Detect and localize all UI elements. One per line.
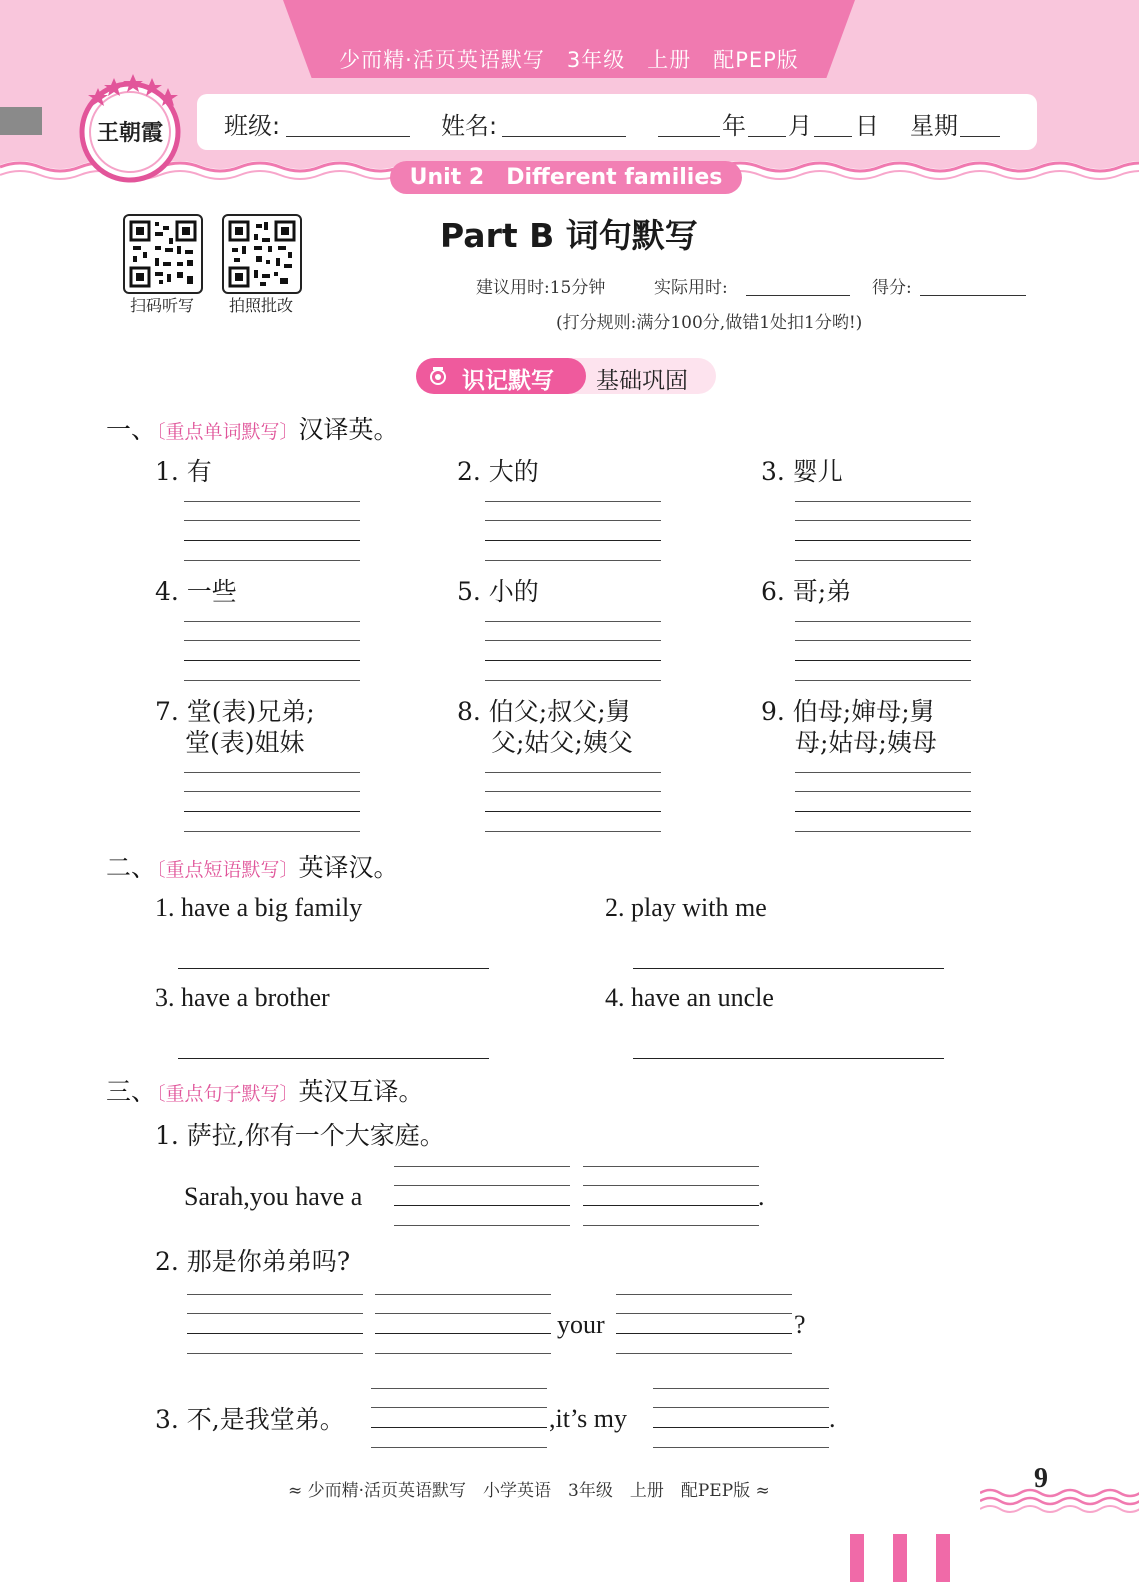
word-item-4: 4. 一些 — [155, 577, 237, 606]
phrase-item-4: 4. have an uncle — [605, 983, 774, 1012]
book-title: 少而精·活页英语默写 3年级 上册 配PEP版 — [339, 48, 799, 72]
sentence-3-word: ,it’s my — [549, 1404, 628, 1433]
qr-code-correct[interactable] — [222, 214, 302, 294]
word-item-7 — [155, 696, 315, 758]
phrase-item-3: 3. have a brother — [155, 983, 330, 1012]
phrase-answer-2[interactable] — [633, 968, 944, 969]
word-item-8-line2: 父;姑父;姨父 — [491, 728, 633, 757]
sentence-1-blank-1[interactable] — [394, 1166, 570, 1226]
medal-icon — [428, 366, 448, 386]
sentence-3-period: . — [829, 1404, 836, 1433]
actual-time-field[interactable] — [746, 295, 850, 296]
logo-text: 王朝霞 — [96, 120, 164, 146]
year-label: 年 — [722, 112, 746, 140]
section3-number: 三、 — [106, 1077, 157, 1106]
word-item-8 — [457, 696, 633, 758]
weekday-label: 星期 — [910, 112, 958, 140]
word-item-6: 6. 哥;弟 — [761, 577, 852, 606]
section1-heading — [106, 410, 399, 446]
section1-title: 汉译英。 — [298, 415, 399, 444]
weekday-field[interactable] — [960, 136, 1000, 137]
answer-lines-7[interactable] — [184, 772, 360, 832]
sentence-2-question-mark: ? — [794, 1310, 806, 1339]
footer-wave-decoration — [980, 1485, 1139, 1515]
word-item-9 — [761, 696, 937, 758]
page-number: 9 — [1034, 1463, 1048, 1494]
day-label: 日 — [855, 112, 879, 140]
year-field[interactable] — [658, 136, 720, 137]
scoring-rule: (打分规则:满分100分,做错1处扣1分哟!) — [556, 313, 863, 333]
qr-code-listen[interactable] — [123, 214, 203, 294]
sentence-2-word: your — [557, 1310, 605, 1339]
section3-tag: 〔重点句子默写〕 — [156, 1083, 299, 1105]
word-item-7-line1: 7. 堂(表)兄弟; — [155, 697, 315, 726]
answer-lines-6[interactable] — [795, 621, 971, 681]
phrase-answer-3[interactable] — [178, 1058, 489, 1059]
sentence-1-period: . — [758, 1182, 765, 1211]
section3-title: 英汉互译。 — [298, 1077, 424, 1106]
badge-sub-label: 基础巩固 — [596, 368, 688, 394]
bottom-tab-bar — [936, 1534, 950, 1582]
section2-number: 二、 — [106, 853, 157, 882]
word-item-3: 3. 婴儿 — [761, 457, 843, 486]
qr-correct-label: 拍照批改 — [228, 296, 293, 315]
name-label: 姓名: — [441, 112, 498, 140]
sentence-1-prefix: Sarah,you have a — [184, 1182, 363, 1211]
answer-lines-2[interactable] — [485, 501, 661, 561]
section2-title: 英译汉。 — [298, 853, 399, 882]
footer-text: ≈ 少而精·活页英语默写 小学英语 3年级 上册 配PEP版 ≈ — [288, 1481, 770, 1501]
sentence-1-chinese: 1. 萨拉,你有一个大家庭。 — [155, 1121, 445, 1150]
sentence-3-blank-2[interactable] — [653, 1388, 829, 1448]
month-field[interactable] — [748, 136, 786, 137]
sentence-2-chinese: 2. 那是你弟弟吗? — [155, 1247, 351, 1276]
answer-lines-3[interactable] — [795, 501, 971, 561]
section1-tag: 〔重点单词默写〕 — [156, 421, 299, 443]
sentence-3-blank-1[interactable] — [371, 1388, 547, 1448]
page-title: Part B 词句默写 — [440, 216, 698, 255]
word-item-9-line1: 9. 伯母;婶母;舅 — [761, 697, 935, 726]
phrase-answer-1[interactable] — [178, 968, 489, 969]
phrase-item-2: 2. play with me — [605, 893, 767, 922]
month-label: 月 — [788, 112, 812, 140]
sentence-1-blank-2[interactable] — [583, 1166, 759, 1226]
bottom-tab-bar — [893, 1534, 907, 1582]
class-field[interactable] — [286, 136, 410, 137]
actual-time-label: 实际用时: — [654, 278, 728, 298]
qr-listen-label: 扫码听写 — [129, 296, 194, 315]
day-field[interactable] — [814, 136, 852, 137]
badge-main-label: 识记默写 — [462, 368, 554, 394]
word-item-8-line1: 8. 伯父;叔父;舅 — [457, 697, 631, 726]
sentence-2-blank-3[interactable] — [616, 1294, 792, 1354]
score-label: 得分: — [872, 278, 912, 298]
section1-number: 一、 — [106, 415, 157, 444]
answer-lines-8[interactable] — [485, 772, 661, 832]
class-label: 班级: — [224, 112, 281, 140]
word-item-2: 2. 大的 — [457, 457, 539, 486]
score-field[interactable] — [920, 295, 1026, 296]
answer-lines-9[interactable] — [795, 772, 971, 832]
side-tab — [0, 107, 42, 135]
sentence-2-blank-2[interactable] — [375, 1294, 551, 1354]
section2-tag: 〔重点短语默写〕 — [156, 859, 299, 881]
word-item-7-line2: 堂(表)姐妹 — [185, 728, 305, 757]
phrase-item-1: 1. have a big family — [155, 893, 363, 922]
name-field[interactable] — [502, 136, 626, 137]
bottom-tab-bar — [850, 1534, 864, 1582]
word-item-9-line2: 母;姑母;姨母 — [795, 728, 937, 757]
answer-lines-1[interactable] — [184, 501, 360, 561]
unit-title: Unit 2 Different families — [390, 161, 742, 194]
sentence-3-chinese: 3. 不,是我堂弟。 — [155, 1405, 345, 1434]
answer-lines-5[interactable] — [485, 621, 661, 681]
section2-heading — [106, 848, 399, 884]
suggested-time: 建议用时:15分钟 — [476, 278, 606, 298]
answer-lines-4[interactable] — [184, 621, 360, 681]
brand-logo — [78, 70, 188, 190]
sentence-2-blank-1[interactable] — [187, 1294, 363, 1354]
word-item-1: 1. 有 — [155, 457, 212, 486]
phrase-answer-4[interactable] — [633, 1058, 944, 1059]
word-item-5: 5. 小的 — [457, 577, 539, 606]
section3-heading — [106, 1072, 424, 1108]
